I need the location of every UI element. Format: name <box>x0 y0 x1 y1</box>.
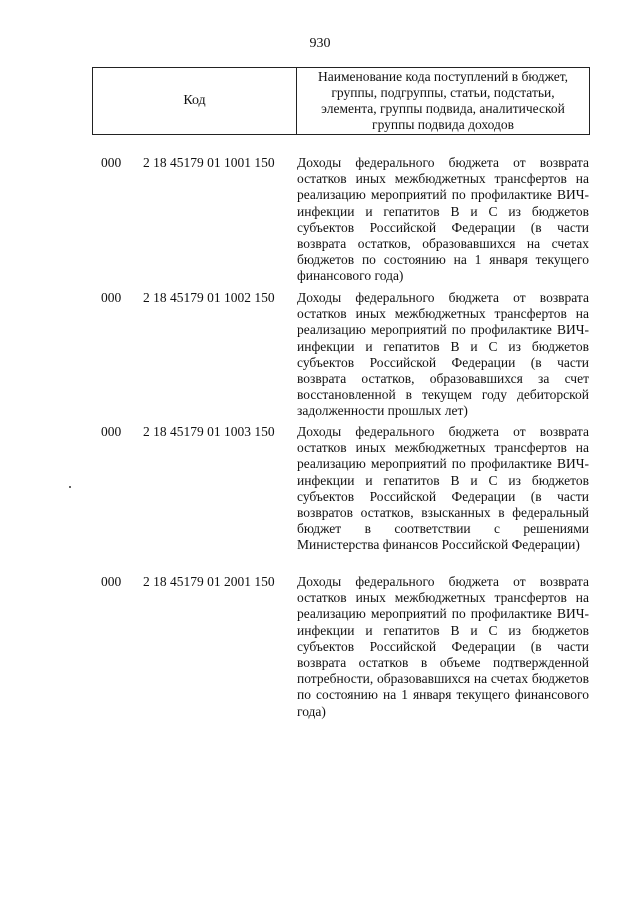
income-code: 2 18 45179 01 1001 150 <box>143 155 275 170</box>
income-description: Доходы федерального бюджета от возврата остатков иных межбюджетных трансфертов на реализацию мероприятий по профилактике ВИЧ-инфекции и гепатитов В и С из бюджетов субъектов Российской Федерации (в части возвратов остатков, взысканных в федеральный бюджет в соответствии с решениями Министерства финансов Российской Федерации) <box>297 424 589 553</box>
admin-code: 000 <box>101 290 122 305</box>
admin-code: 000 <box>101 574 122 589</box>
income-code: 2 18 45179 01 2001 150 <box>143 574 275 589</box>
header-table <box>92 67 590 135</box>
scan-speck <box>69 486 71 488</box>
income-description: Доходы федерального бюджета от возврата остатков иных межбюджетных трансфертов на реализацию мероприятий по профилактике ВИЧ-инфекции и гепатитов В и С из бюджетов субъектов Российской Федерации (в части возврата остатков, образовавшихся за счет восстановленной в текущем году дебиторской задолженности прошлых лет) <box>297 290 589 419</box>
page-number: 930 <box>309 36 331 51</box>
income-description: Доходы федерального бюджета от возврата остатков иных межбюджетных трансфертов на реализацию мероприятий по профилактике ВИЧ-инфекции и гепатитов В и С из бюджетов субъектов Российской Федерации (в части возврата остатков, образовавшихся на счетах бюджетов по состоянию на 1 января текущего финансового года) <box>297 155 589 284</box>
income-code: 2 18 45179 01 1002 150 <box>143 290 275 305</box>
income-description: Доходы федерального бюджета от возврата остатков иных межбюджетных трансфертов на реализацию мероприятий по профилактике ВИЧ-инфекции и гепатитов В и С из бюджетов субъектов Российской Федерации (в части возврата остатков в объеме подтвержденной потребности, образовавшихся на счетах бюджетов по состоянию на 1 января текущего финансового года) <box>297 574 589 719</box>
header-code-cell: Код <box>93 68 297 134</box>
admin-code: 000 <box>101 155 122 170</box>
admin-code: 000 <box>101 424 122 439</box>
income-code: 2 18 45179 01 1003 150 <box>143 424 275 439</box>
header-name-cell: Наименование кода поступлений в бюджет, группы, подгруппы, статьи, подстатьи, элемента, группы подвида, аналитической группы подвида доходов <box>317 69 568 132</box>
